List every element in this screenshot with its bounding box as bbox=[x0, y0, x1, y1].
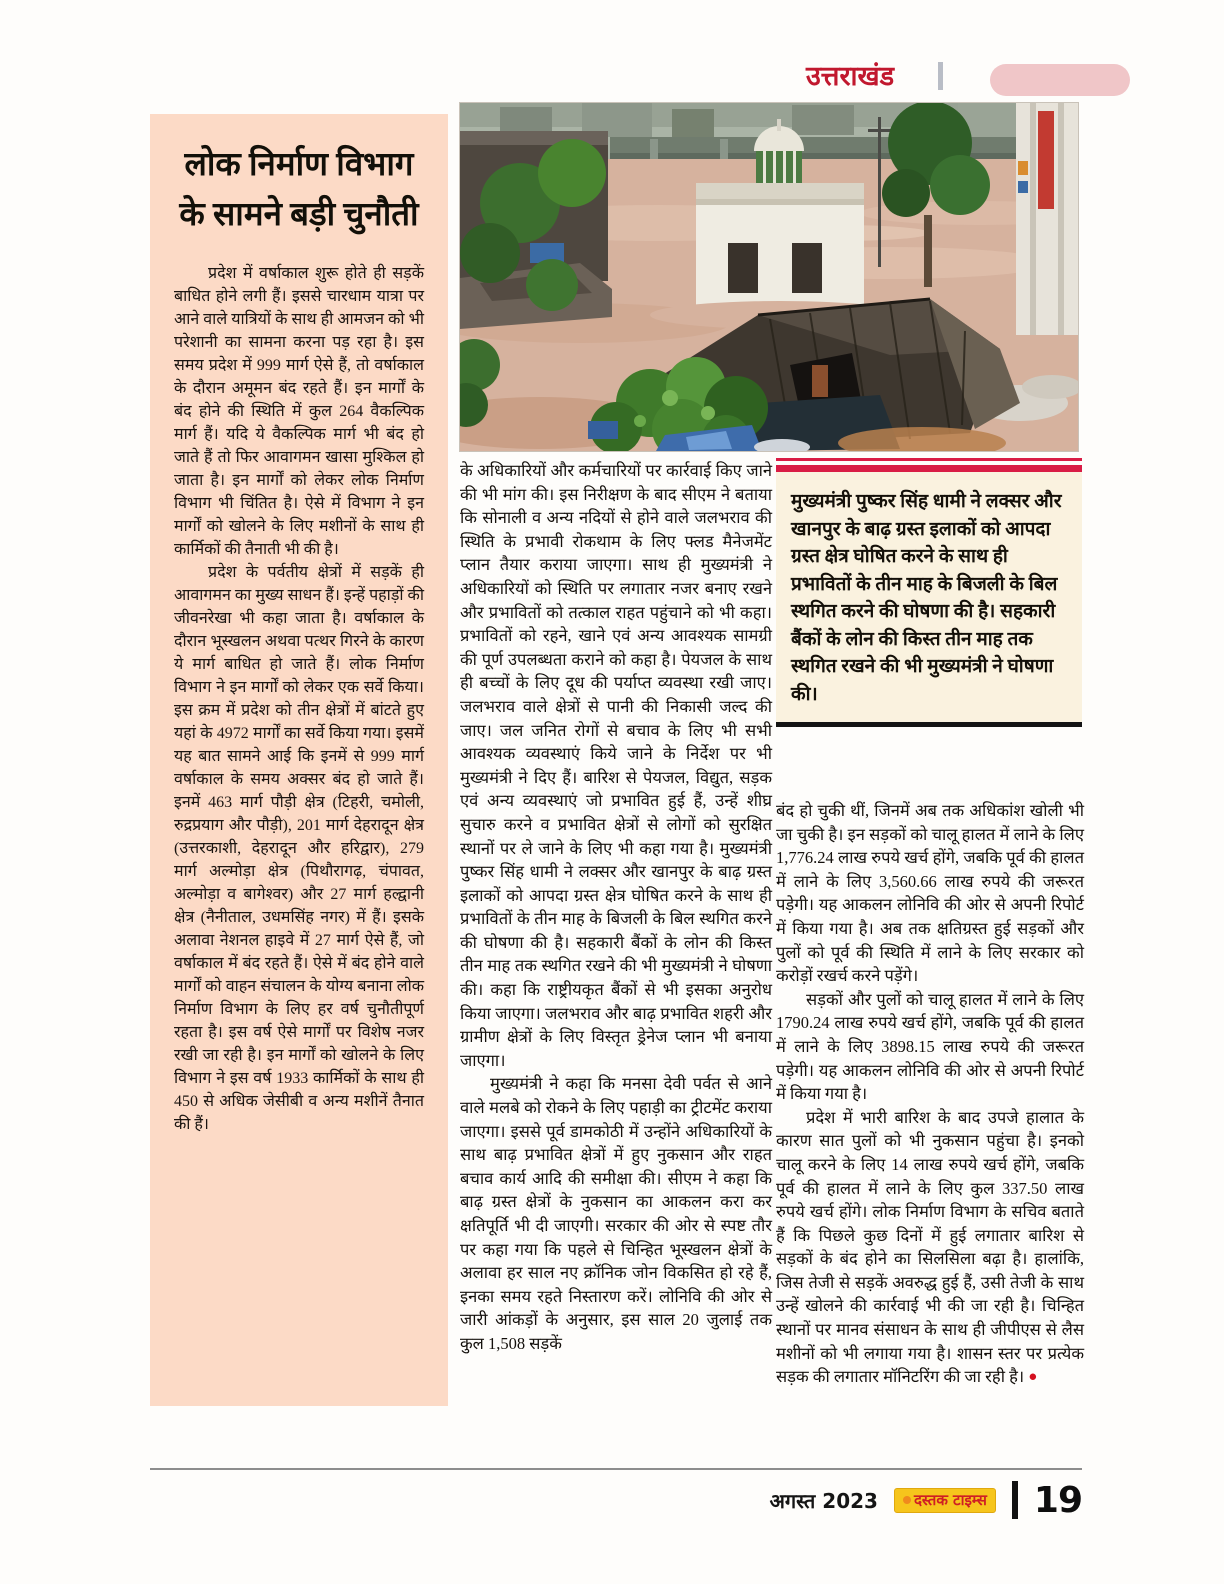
article-paragraph: के अधिकारियों और कर्मचारियों पर कार्रवाई किए जाने की भी मांग की। इस निरीक्षण के बाद सीएम ने बताया कि सोनाली व अन्य नदियों से होने वाले जलभराव की स्थिति के प्रभावी रोकथाम के लिए फ्लड मैनेजमेंट प्लान तैयार कराया जाएगा। साथ ही मुख्यमंत्री ने अधिकारियों को स्थिति पर लगातार नजर बनाए रखने और प्रभावितों को तत्काल राहत पहुंचाने को भी कहा। प्रभावितों को रहने, खाने एवं अन्य आवश्यक सामग्री की पूर्ण उपलब्धता कराने को कहा है। पेयजल के साथ ही बच्चों के लिए दूध की पर्याप्त व्यवस्था रखी जाए। जलभराव वाले क्षेत्रों से पानी की निकासी जल्द की जाए। जल जनित रोगों से बचाव के लिए भी सभी आवश्यक व्यवस्थाएं किये जाने के निर्देश पर भी मुख्यमंत्री ने दिए हैं। बारिश से पेयजल, विद्युत, सड़क एवं अन्य व्यवस्थाएं जो प्रभावित हुई हैं, उन्हें शीघ्र सुचारु करने व प्रभावित क्षेत्रों से लोगों को सुरक्षित स्थानों पर ले जाने के लिए भी कहा गया है। मुख्यमंत्री पुष्कर सिंह धामी ने लक्सर और खानपुर के बाढ़ ग्रस्त इलाकों को आपदा ग्रस्त क्षेत्र घोषित करने के साथ ही प्रभावितों के तीन माह के बिजली के बिल स्थगित करने की घोषणा की है। सहकारी बैंकों के लोन की किस्त तीन माह तक स्थगित रखने की भी मुख्यमंत्री ने घोषणा की। कहा कि राष्ट्रीयकृत बैंकों से भी इसका अनुरोध किया जाएगा। जलभराव और बाढ़ प्रभावित शहरी और ग्रामीण क्षेत्रों के लिए विस्तृत ड्रेनेज प्लान भी बनाया जाएगा। bbox=[460, 461, 772, 1070]
article-right-column bbox=[776, 799, 1084, 1390]
magazine-logo: दस्तक टाइम्स bbox=[894, 1488, 996, 1513]
pullquote-top-bar bbox=[776, 465, 1082, 472]
section-title: उत्तराखंड bbox=[806, 61, 895, 92]
left-article-paragraph: प्रदेश में वर्षाकाल शुरू होते ही सड़कें बाधित होने लगी हैं। इससे चारधाम यात्रा पर आने वाले यात्रियों के साथ ही आमजन को भी परेशानी का सामना करना पड़ रहा है। इस समय प्रदेश में 999 मार्ग ऐसे हैं, तो वर्षाकाल के दौरान अमूमन बंद रहते हैं। इन मार्गों के बंद होने की स्थिति में कुल 264 वैकल्पिक मार्ग हैं। यदि ये वैकल्पिक मार्ग भी बंद हो जाते हैं तो फिर आवागमन खासा मुश्किल हो जाता है। इन मार्गों को लेकर लोक निर्माण विभाग भी चिंतित है। ऐसे में विभाग ने इन मार्गों को खोलने के लिए मशीनों के साथ ही कार्मिकों की तैनाती भी की है। bbox=[174, 265, 424, 559]
article-paragraph: मुख्यमंत्री ने कहा कि मनसा देवी पर्वत से आने वाले मलबे को रोकने के लिए पहाड़ी का ट्रीटमेंट कराया जाएगा। इससे पूर्व डामकोठी में उन्होंने अधिकारियों के साथ बाढ़ प्रभावित क्षेत्रों में हुए नुकसान और राहत बचाव कार्य आदि की समीक्षा की। सीएम ने कहा कि बाढ़ ग्रस्त क्षेत्रों के नुकसान का आकलन करा कर क्षतिपूर्ति भी दी जाएगी। सरकार की ओर से स्पष्ट तौर पर कहा गया कि पहले से चिन्हित भूस्खलन क्षेत्रों के अलावा हर साल नए क्रॉनिक जोन विकसित हो रहे हैं, इनका समय रहते निस्तारण करें। लोनिवि की ओर से जारी आंकड़ों के अनुसार, इस साल 20 जुलाई तक कुल 1,508 सड़कें bbox=[460, 1074, 772, 1353]
header-divider bbox=[938, 62, 943, 90]
article-paragraph: प्रदेश में भारी बारिश के बाद उपजे हालात के कारण सात पुलों को भी नुकसान पहुंचा है। इनको चालू करने के लिए 14 लाख रुपये खर्च होंगे, जबकि पूर्व की हालत में लाने के लिए कुल 337.50 लाख रुपये खर्च होंगे। लोक निर्माण विभाग के सचिव बताते हैं कि पिछले कुछ दिनों में हुई लगातार बारिश से सड़कों के बंद होने का सिलसिला बढ़ा है। हालांकि, जिस तेजी से सड़कें अवरुद्ध हुई हैं, उसी तेजी के साथ उन्हें खोलने की कार्रवाई भी की जा रही है। चिन्हित स्थानों पर मानव संसाधन के साथ ही जीपीएस से लैस मशीनों को भी लगाया गया है। शासन स्तर पर प्रत्येक सड़क की लगातार मॉनिटरिंग की जा रही है। ● bbox=[776, 1107, 1084, 1387]
left-article-paragraph: प्रदेश के पर्वतीय क्षेत्रों में सड़कें ही आवागमन का मुख्य साधन हैं। इन्हें पहाड़ों की जीवनरेखा भी कहा जाता है। वर्षाकाल के दौरान भूस्खलन अथवा पत्थर गिरने के कारण ये मार्ग बाधित हो जाते हैं। लोक निर्माण विभाग ने इन मार्गों को लेकर एक सर्वे किया। इस क्रम में प्रदेश को तीन क्षेत्रों में बांटते हुए यहां के 4972 मार्गों का सर्वे किया गया। इसमें यह बात सामने आई कि इनमें से 999 मार्ग वर्षाकाल के समय अक्सर बंद हो जाते हैं। इनमें 463 मार्ग पौड़ी क्षेत्र (टिहरी, चमोली, रुद्रप्रयाग और पौड़ी), 201 मार्ग देहरादून क्षेत्र (उत्तरकाशी, देहरादून और हरिद्वार), 279 मार्ग अल्मोड़ा क्षेत्र (पिथौरागढ़, चंपावत, अल्मोड़ा व बागेश्वर) और 27 मार्ग हल्द्वानी क्षेत्र (नैनीताल, उधमसिंह नगर) में हैं। इसके अलावा नेशनल हाइवे में 27 मार्ग ऐसे हैं, जो वर्षाकाल में बंद रहते हैं। ऐसे में बंद होने वाले मार्गों को वाहन संचालन के योग्य बनाना लोक निर्माण विभाग के लिए हर वर्ष चुनौतीपूर्ण रहता है। इस वर्ष ऐसे मार्गों पर विशेष नजर रखी जा रही है। इन मार्गों को खोलने के लिए विभाग ने इस वर्ष 1933 कार्मिकों के साथ ही 450 से अधिक जेसीबी व अन्य मशीनें तैनात की हैं। bbox=[174, 564, 424, 1134]
header-pill-decoration bbox=[990, 64, 1130, 96]
left-article-box bbox=[150, 114, 448, 1406]
article-middle-column bbox=[460, 459, 772, 1356]
left-article-title: लोक निर्माण विभाग के सामने बड़ी चुनौती bbox=[179, 147, 419, 234]
pullquote-text: मुख्यमंत्री पुष्कर सिंह धामी ने लक्सर और खानपुर के बाढ़ ग्रस्त इलाकों को आपदा ग्रस्त क्षेत्र घोषित करने के साथ ही प्रभावितों के तीन माह के बिजली के बिल स्थगित करने की घोषणा की है। सहकारी बैंकों के लोन की किस्त तीन माह तक स्थगित रखने की भी मुख्यमंत्री ने घोषणा की। bbox=[776, 472, 1082, 727]
logo-sun-icon bbox=[903, 1496, 911, 1504]
footer-date: अगस्त 2023 bbox=[769, 1488, 878, 1513]
article-paragraph: सड़कों और पुलों को चालू हालत में लाने के लिए 1790.24 लाख रुपये खर्च होंगे, जबकि पूर्व की हालत में लाने के लिए 3898.15 लाख रुपये की जरूरत पड़ेगी। यह आकलन लोनिवि की ओर से अपनी रिपोर्ट में किया गया है। bbox=[776, 989, 1084, 1104]
article-end-dot: ● bbox=[1028, 1369, 1038, 1386]
pullquote-box bbox=[776, 458, 1082, 727]
page-number-divider bbox=[1012, 1481, 1018, 1519]
flood-photo bbox=[460, 103, 1078, 451]
article-paragraph: बंद हो चुकी थीं, जिनमें अब तक अधिकांश खोली भी जा चुकी है। इन सड़कों को चालू हालत में लाने के लिए 1,776.24 लाख रुपये खर्च होंगे, जबकि पूर्व की हालत में लाने के लिए 3,560.66 लाख रुपये की जरूरत पड़ेगी। यह आकलन लोनिवि की ओर से अपनी रिपोर्ट में किया गया है। अब तक क्षतिग्रस्त हुई सड़कों और पुलों को पूर्व की स्थिति में लाने के लिए सरकार को करोड़ों रखर्च करने पड़ेंगे। bbox=[776, 801, 1084, 986]
page-number: 19 bbox=[1033, 1479, 1082, 1521]
footer-rule bbox=[150, 1468, 1082, 1470]
flood-photo-graphic bbox=[460, 103, 1078, 451]
footer bbox=[150, 1478, 1082, 1522]
